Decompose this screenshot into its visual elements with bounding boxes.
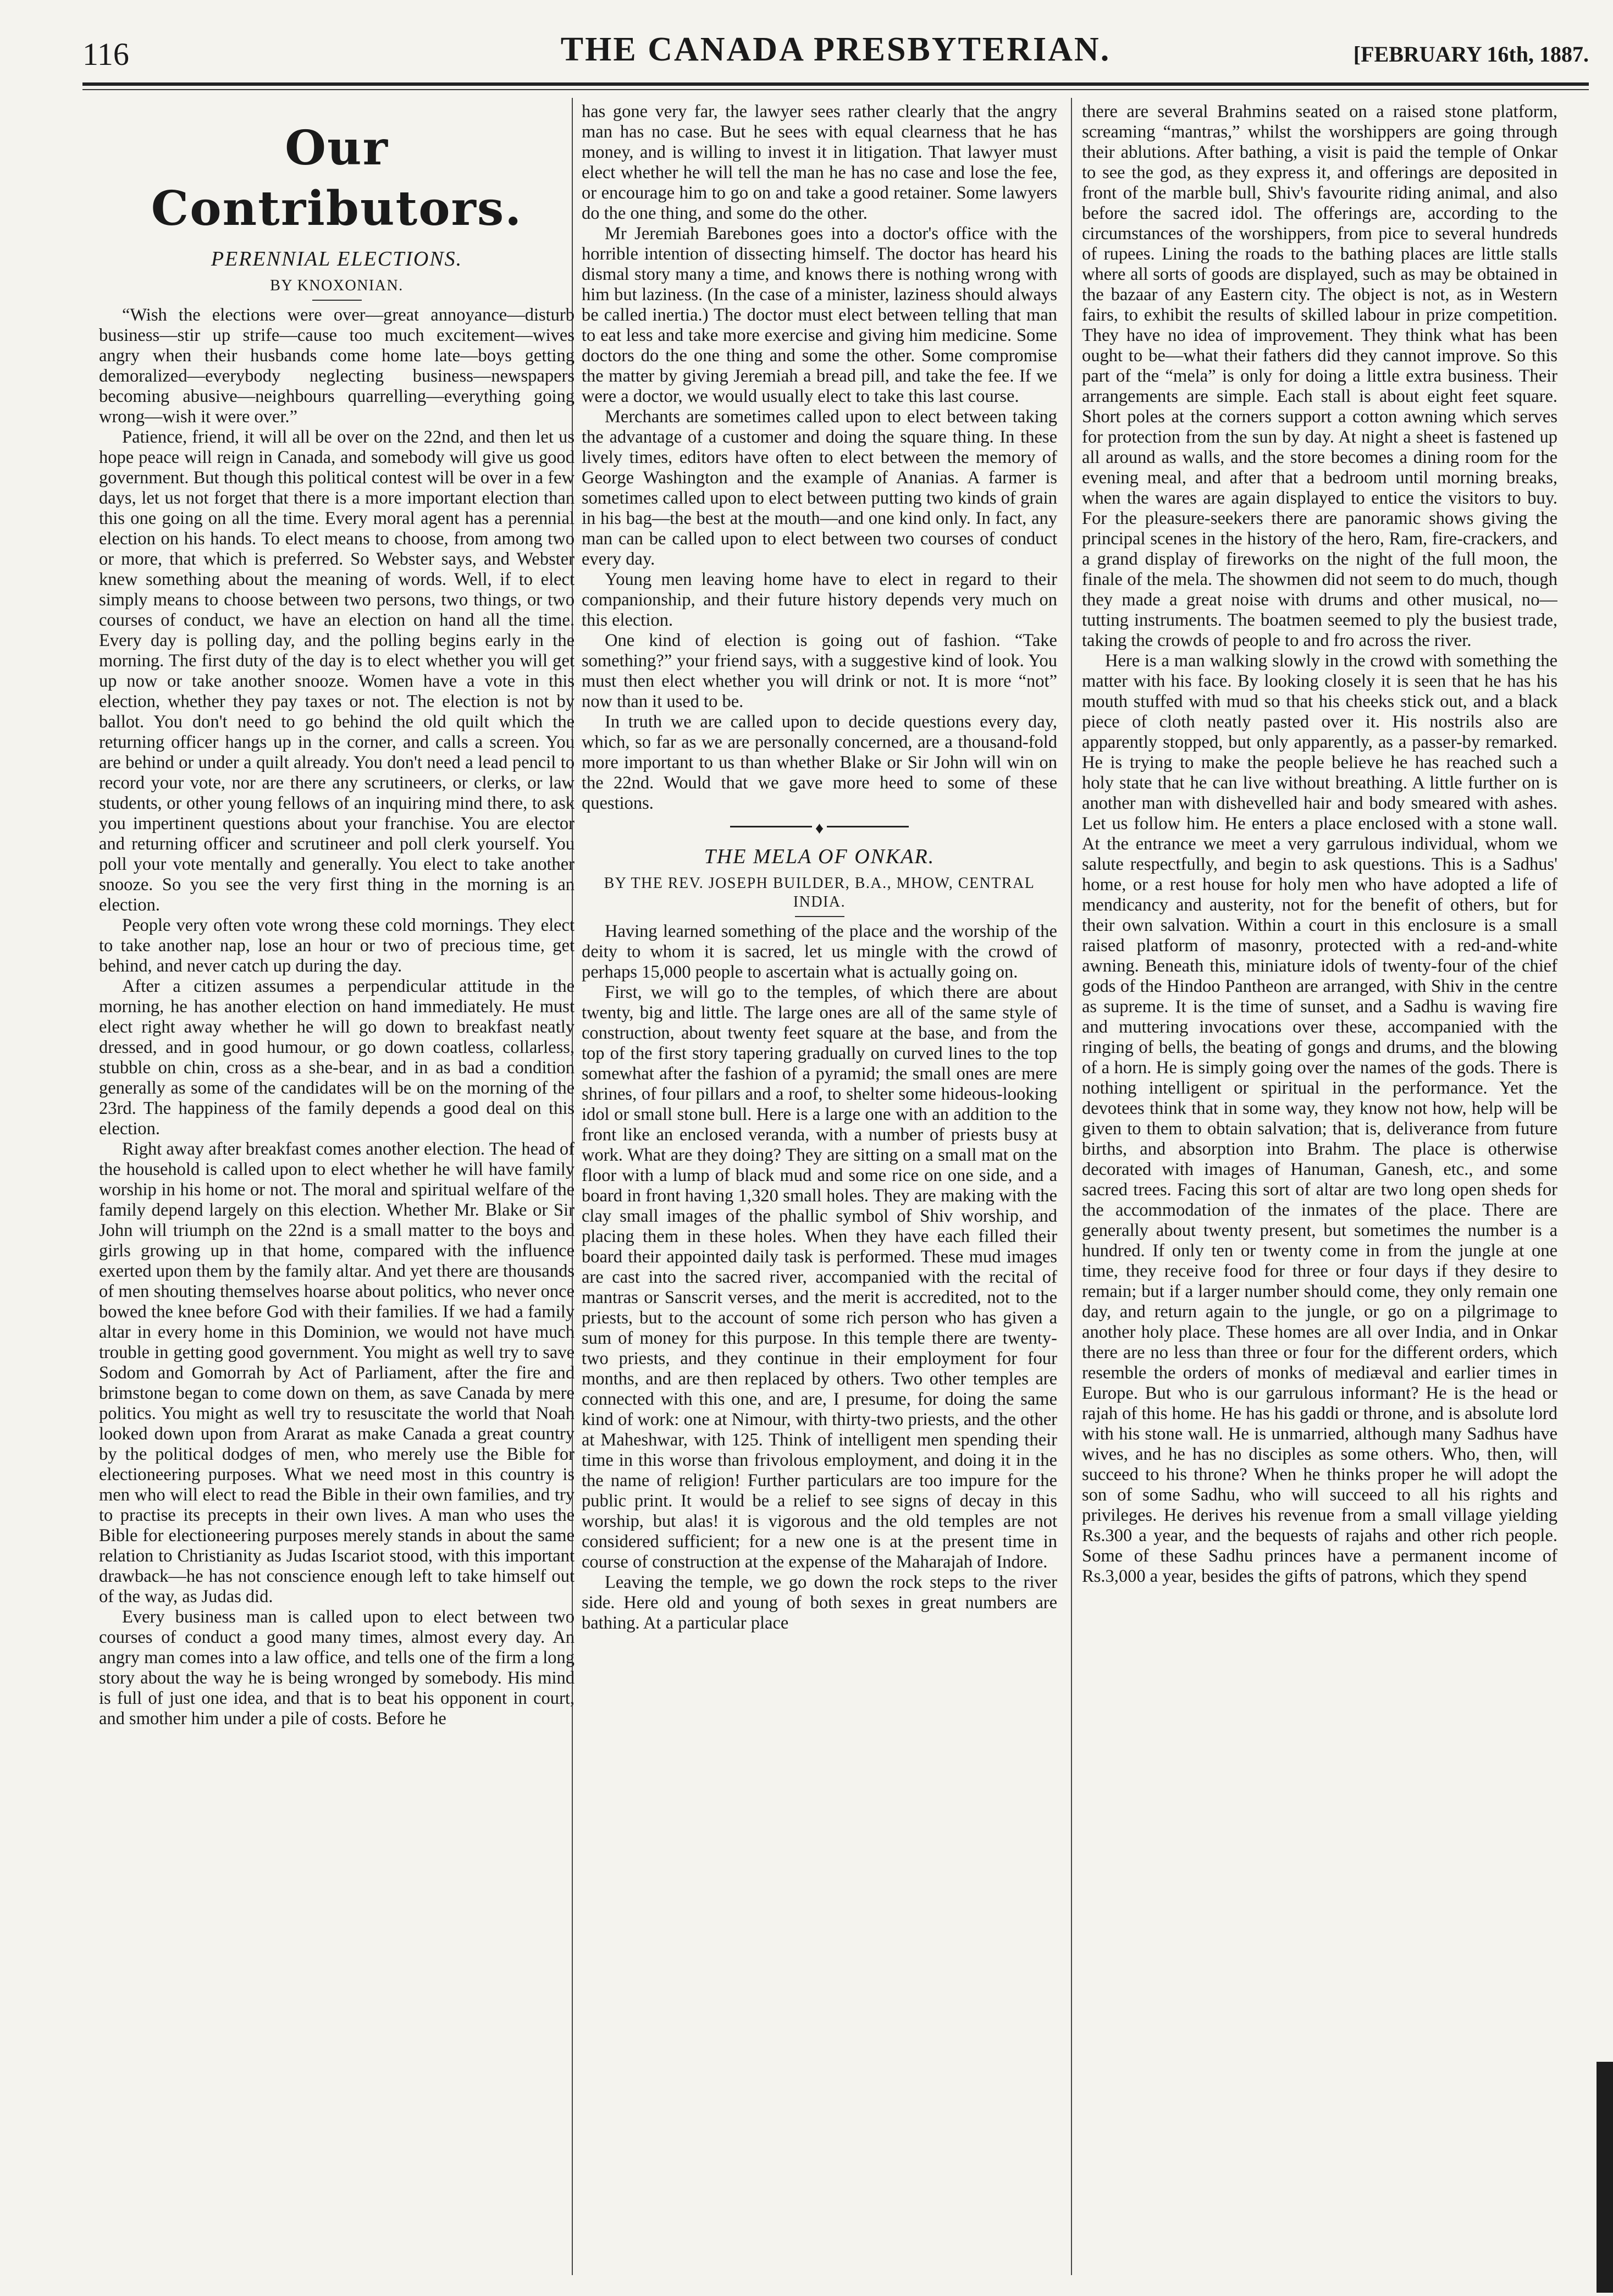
paragraph: Merchants are sometimes called upon to elect between taking the advantage of a customer and doing the square thing. In these lively times, editors have often to elect between the memory of George Washington and the example of Ananias. A farmer is sometimes called upon to elect between putting two kinds of grain in his bag—the best at the mouth—and one kind only. In fact, any man can be called upon to elect between two courses of conduct every day. xyxy=(582,407,1057,569)
paragraph: Young men leaving home have to elect in regard to their companionship, and their future history depends very much on this election. xyxy=(582,570,1057,630)
paragraph: After a citizen assumes a perpendicular attitude in the morning, he has another election on hand immediately. He must elect right away whether he will go down to breakfast neatly dressed, and in good humour, or go down coatless, collarless, stubble on chin, cross as a she-bear, and in as bad a condition generally as some of the candidates will be on the morning of the 23rd. The happiness of the family depends a good deal on this election. xyxy=(99,976,575,1139)
divider-ornament-icon: ♦ xyxy=(812,820,827,837)
section-heading: Our Contributors. xyxy=(151,120,523,236)
paragraph: has gone very far, the lawyer sees rather clearly that the angry man has no case. But he sees with equal clearness that he has money, and is willing to invest it in litigation. That lawyer must elect whether he will tell the man he has no case and lose the fee, or encourage him to go on and take a good retainer. Some lawyers do the one thing, and some do the other. xyxy=(582,102,1057,223)
byline-rule xyxy=(312,300,362,301)
column-divider-2 xyxy=(1071,98,1072,2275)
masthead-title: THE CANADA PRESBYTERIAN. xyxy=(560,31,1111,68)
paragraph: Patience, friend, it will all be over on the 22nd, and then let us hope peace will reign in Canada, and somebody will give us good government. But though this political contest will be over in a few days, let us not forget that there is a more important election than this one going on all the time. Every moral agent has a perennial election on his hands. To elect means to choose, from among two or more, that which is preferred. So Webster says, and Webster knew something about the meaning of words. Well, if to elect simply means to choose between two persons, two things, or two courses of conduct, we have an election on hand all the time. Every day is polling day, and the polling begins early in the morning. The first duty of the day is to elect whether you will get up now or take another snooze. Women have a vote in this election, whether they pay taxes or not. The election is not by ballot. You don't need to go behind the old quilt which the returning officer hangs up in the corner, and calls a screen. You are behind or under a quilt already. You don't need a lead pencil to record your vote, nor are there any scrutineers, or clerks, or law students, or other young fellows of an inquiring mind there, to ask you impertinent questions about your franchise. You are elector and returning officer and scrutineer and poll clerk yourself. You poll your vote mentally and generally. You elect to take another snooze. So you see the very first thing in the morning is an election. xyxy=(99,427,575,915)
paragraph: there are several Brahmins seated on a raised stone platform, screaming “mantras,” whilst the worshippers are going through their ablutions. After bathing, a visit is paid the temple of Onkar to see the god, as they express it, and offerings are deposited in front of the marble bull, Shiv's favourite riding animal, and also before the sacred idol. The offerings are, according to the circumstances of the worshippers, from pice to several hundreds of rupees. Lining the roads to the bathing places are little stalls where all sorts of goods are displayed, such as may be obtained in the bazaar of any Eastern city. The object is not, as in Western fairs, to exhibit the results of skilled labour in prize competition. They have no idea of improvement. They think what has been ought to be—what their fathers did they cannot improve. So this part of the “mela” is only for doing a little extra business. Their arrangements are simple. Each stall is about eight feet square. Short poles at the corners support a cotton awning which serves for protection from the sun by day. At night a sheet is fastened up all around as walls, and the store becomes a dining room for the evening meal, and after that a bedroom until morning breaks, when the wares are again displayed to entice the visitors to buy. For the pleasure-seekers there are panoramic shows giving the principal scenes in the history of the hero, Ram, fire-crackers, and a grand display of fireworks on the night of the full moon, the finale of the mela. The showmen did not seem to do much, though they made a great noise with drums and other musical, no—tutting instruments. The boatmen seemed to ply the busiest trade, taking the crowds of people to and fro across the river. xyxy=(1082,102,1557,650)
issue-date: [FEBRUARY 16th, 1887. xyxy=(1353,42,1589,67)
page-number: 116 xyxy=(82,36,129,72)
byline-rule xyxy=(795,916,844,917)
column-3 xyxy=(1082,102,1557,2279)
article-title-perennial-elections: PERENNIAL ELECTIONS. xyxy=(211,247,463,271)
paragraph: Right away after breakfast comes another election. The head of the household is called upon to elect whether he will have family worship in his home or not. The moral and spiritual welfare of the family depend largely on this election. Whether Mr. Blake or Sir John will triumph on the 22nd is a small matter to the boys and girls growing up in that home, compared with the influence exerted upon them by the family altar. And yet there are thousands of men shouting themselves hoarse about politics, who never once bowed the knee before God with their families. If we had a family altar in every home in this Dominion, we would not have much trouble in getting good government. You might as well try to save Sodom and Gomorrah by Act of Parliament, after the fire and brimstone began to come down on them, as save Canada by mere politics. You might as well try to resuscitate the world that Noah looked down upon from Ararat as make Canada a great country by the political dodges of men, who merely use the Bible for electioneering purposes. What we need most in this country is men who will elect to read the Bible in their own families, and try to practise its precepts in their own lives. A man who uses the Bible for electioneering purposes merely stands in about the same relation to Christianity as Judas Iscariot stood, with this important drawback—he has not conscience enough left to take himself out of the way, as Judas did. xyxy=(99,1139,575,1607)
article-title-mela-of-onkar: THE MELA OF ONKAR. xyxy=(704,845,935,868)
article-byline-knoxonian: BY KNOXONIAN. xyxy=(270,277,404,294)
paragraph: In truth we are called upon to decide questions every day, which, so far as we are personally concerned, are a thousand-fold more important to us than whether Blake or Sir John will win on the 22nd. Would that we gave more heed to some of these questions. xyxy=(582,712,1057,813)
paragraph: “Wish the elections were over—great annoyance—disturb business—stir up strife—cause too much excitement—wives angry when their husbands come home late—boys getting demoralized—everybody neglecting business—newspapers becoming abusive—neighbours quarrelling—everything going wrong—wish it were over.” xyxy=(99,305,575,427)
paragraph: Here is a man walking slowly in the crowd with something the matter with his face. By looking closely it is seen that he has his mouth stuffed with mud so that his cheeks stick out, and a black piece of cloth neatly pasted over it. His nostrils also are apparently stopped, but only apparently, as a passer-by remarked. He is trying to make the people believe he has reached such a holy state that he can live without breathing. A little further on is another man with dishevelled hair and body smeared with ashes. Let us follow him. He enters a place enclosed with a stone wall. At the entrance we meet a very garrulous individual, whom we salute respectfully, and begin to ask questions. This is a Sadhus' home, or a rest house for holy men who have adopted a life of mendicancy and austerity, not for the benefit of others, but for their own salvation. Within a court in this enclosure is a small raised platform of masonry, protected with a red-and-white awning. Beneath this, miniature idols of twenty-four of the chief gods of the Hindoo Pantheon are arranged, with Shiv in the centre as supreme. It is the time of sunset, and a Sadhu is waving fire and muttering invocations over these, accompanied with the ringing of bells, the beating of gongs and drums, and the blowing of a horn. He is simply going over the names of the gods. There is nothing intelligent or spiritual in the performance. Yet the devotees think that in some way, they know not how, help will be given to them to obtain salvation; that is, deliverance from future births, and absorption into Brahm. The place is otherwise decorated with images of Hanuman, Ganesh, etc., and some sacred trees. Facing this sort of altar are two long open sheds for the accommodation of the inmates of the place. There are generally about twenty present, but sometimes the number is a hundred. If only ten or twenty come in from the jungle at one time, they receive food for three or four days if they desire to remain; but if a larger number should come, they only remain one day, and return again to the jungle, or go on a pilgrimage to another holy place. These homes are all over India, and in Onkar there are no less than three or four for the different orders, which resemble the orders of monks of mediæval and earlier times in Europe. But who is our garrulous informant? He is the head or rajah of this home. He has his gaddi or throne, and is absolute lord with his stone wall. He is unmarried, although many Sadhus have wives, and he has no disciples as some others. Who, then, will succeed to his throne? When he thinks proper he will adopt the son of some Sadhu, who will succeed to all his rights and privileges. He derives his revenue from a small village yielding Rs.300 a year, and the bequests of rajahs and other rich people. Some of these Sadhu princes have a permanent income of Rs.3,000 a year, besides the gifts of patrons, which they spend xyxy=(1082,651,1557,1586)
paragraph: Leaving the temple, we go down the rock steps to the river side. Here old and young of both sexes in great numbers are bathing. At a particular place xyxy=(582,1572,1057,1633)
paragraph: People very often vote wrong these cold mornings. They elect to take another nap, lose an hour or two of precious time, get behind, and never catch up during the day. xyxy=(99,915,575,976)
column-1 xyxy=(99,96,575,2273)
paragraph: Every business man is called upon to elect between two courses of conduct a good many times, almost every day. An angry man comes into a law office, and tells one of the firm a long story about the way he is being wronged by somebody. His mind is full of just one idea, and that is to beat his opponent in court, and smother him under a pile of costs. Before he xyxy=(99,1607,575,1729)
page-header xyxy=(82,30,1589,80)
paragraph: First, we will go to the temples, of which there are about twenty, big and little. The large ones are all of the same style of construction, about twenty feet square at the base, and from the top of the first story tapering gradually on curved lines to the top somewhat after the fashion of a pyramid; the small ones are mere shrines, of four pillars and a roof, to shelter some hideous-looking idol or small stone bull. Here is a large one with an addition to the front like an enclosed veranda, with a number of priests busy at work. What are they doing? They are sitting on a small mat on the floor with a lump of black mud and some rice on one side, and a board in front having 1,320 small holes. They are making with the clay small images of the phallic symbol of Shiv worship, and placing them in these holes. When they have each filled their board their appointed daily task is performed. These mud images are cast into the sacred river, accompanied with the recital of mantras or Sanscrit verses, and the merit is accredited, not to the priests, but to the account of some rich person who has given a sum of money for this purpose. In this temple there are twenty-two priests, and they continue in their employment for four months, and are then replaced by others. Two other temples are connected with this one, and are, I presume, for doing the same kind of work: one at Nimour, with thirty-two priests, and the other at Maheshwar, with 125. Think of intelligent men spending their time in this worse than frivolous employment, and doing it in the the name of religion! Further particulars are too impure for the public print. It would be a relief to see signs of decay in this worship, but alas! it is vigorous and the old temples are not considered sufficient; for a new one is at the present time in course of construction at the expense of the Maharajah of Indore. xyxy=(582,983,1057,1572)
paragraph: One kind of election is going out of fashion. “Take something?” your friend says, with a suggestive kind of look. You must then elect whether you will drink or not. It is more “not” now than it used to be. xyxy=(582,631,1057,711)
scan-edge-bar xyxy=(1597,2062,1613,2293)
paragraph: Having learned something of the place and the worship of the deity to whom it is sacred, let us mingle with the crowd of perhaps 15,000 people to ascertain what is actually going on. xyxy=(582,921,1057,982)
paragraph: Mr Jeremiah Barebones goes into a doctor's office with the horrible intention of dissecting himself. The doctor has heard his dismal story many a time, and knows there is nothing wrong with him but laziness. (In the case of a minister, laziness should always be called inertia.) The doctor must elect between telling that man to eat less and take more exercise and giving him medicine. Some doctors do the one thing and some the other. Some compromise the matter by giving Jeremiah a bread pill, and take the fee. If we were a doctor, we would usually elect to take this last course. xyxy=(582,224,1057,406)
header-rule-thin xyxy=(82,89,1589,90)
column-2 xyxy=(582,102,1057,2279)
article-byline-builder: BY THE REV. JOSEPH BUILDER, B.A., MHOW, CENTRAL INDIA. xyxy=(604,875,1035,910)
header-rule-thick xyxy=(82,82,1589,86)
article-divider xyxy=(582,818,1057,835)
